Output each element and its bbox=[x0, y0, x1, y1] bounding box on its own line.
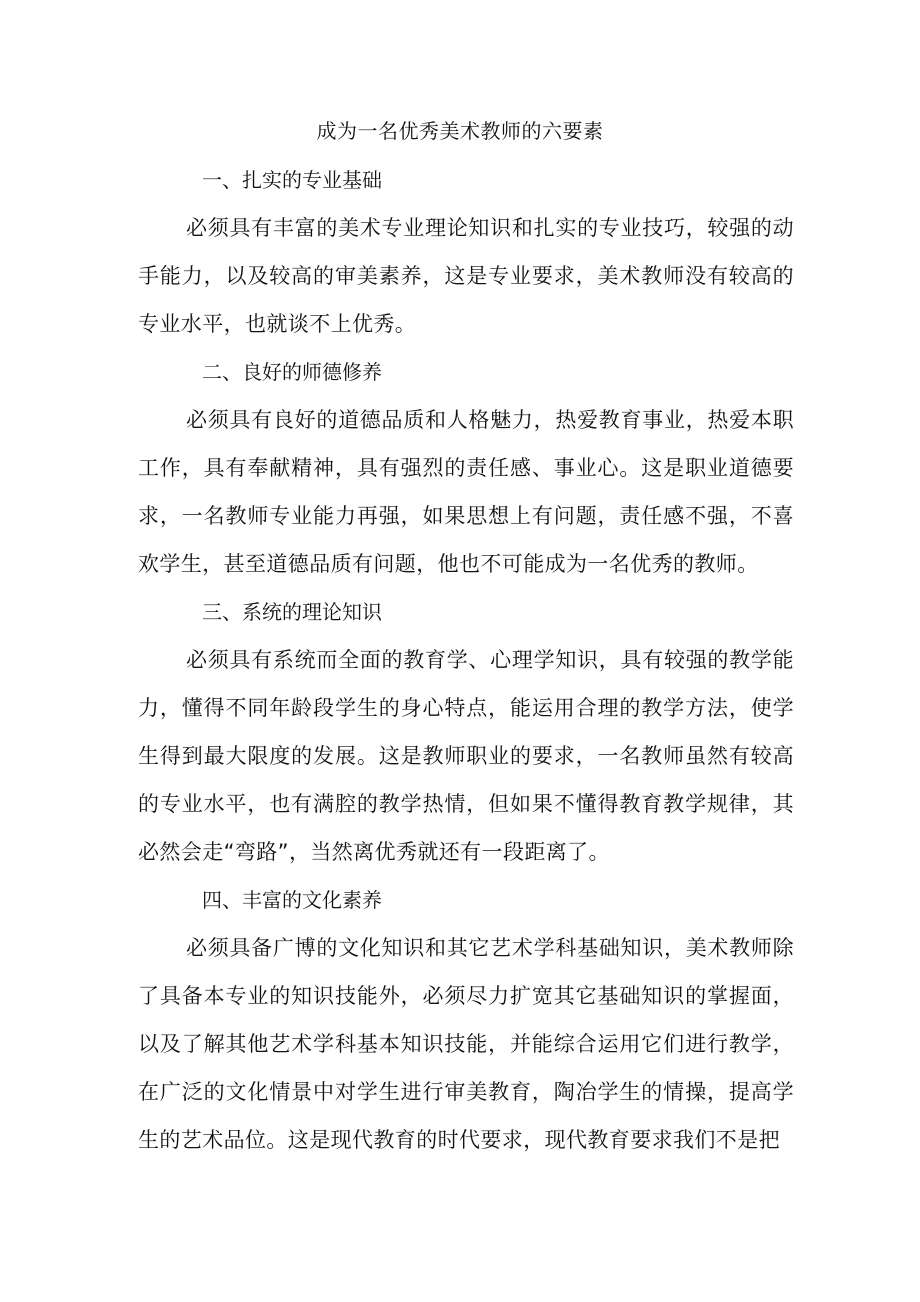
document-title: 成为一名优秀美术教师的六要素 bbox=[316, 119, 604, 143]
document-body bbox=[138, 156, 794, 1164]
section-heading-1: 一、扎实的专业基础 bbox=[202, 168, 382, 192]
section-paragraph-3: 必须具有系统而全面的教育学、心理学知识，具有较强的教学能力，懂得不同年龄段学生的身心特点，能运用合理的教学方法，使学生得到最大限度的发展。这是教师职业的要求，一名教师虽然有较高的专业水平，也有满腔的教学热情，但如果不懂得教育教学规律，其必然会走“弯路”，当然离优秀就还有一段距离了。 bbox=[138, 648, 794, 864]
section-paragraph-2: 必须具有良好的道德品质和人格魅力，热爱教育事业，热爱本职工作，具有奉献精神，具有强烈的责任感、事业心。这是职业道德要求，一名教师专业能力再强，如果思想上有问题，责任感不强，不喜欢学生，甚至道德品质有问题，他也不可能成为一名优秀的教师。 bbox=[138, 408, 794, 576]
section-paragraph-4: 必须具备广博的文化知识和其它艺术学科基础知识，美术教师除了具备本专业的知识技能外，必须尽力扩宽其它基础知识的掌握面，以及了解其他艺术学科基本知识技能，并能综合运用它们进行教学，在广泛的文化情景中对学生进行审美教育，陶冶学生的情操，提高学生的艺术品位。这是现代教育的时代要求，现代教育要求我们不是把 bbox=[138, 936, 794, 1152]
section-paragraph-1: 必须具有丰富的美术专业理论知识和扎实的专业技巧，较强的动手能力，以及较高的审美素养，这是专业要求，美术教师没有较高的专业水平，也就谈不上优秀。 bbox=[138, 216, 794, 336]
section-heading-3: 三、系统的理论知识 bbox=[202, 600, 382, 624]
section-heading-4: 四、丰富的文化素养 bbox=[202, 888, 382, 912]
section-heading-2: 二、良好的师德修养 bbox=[202, 360, 382, 384]
